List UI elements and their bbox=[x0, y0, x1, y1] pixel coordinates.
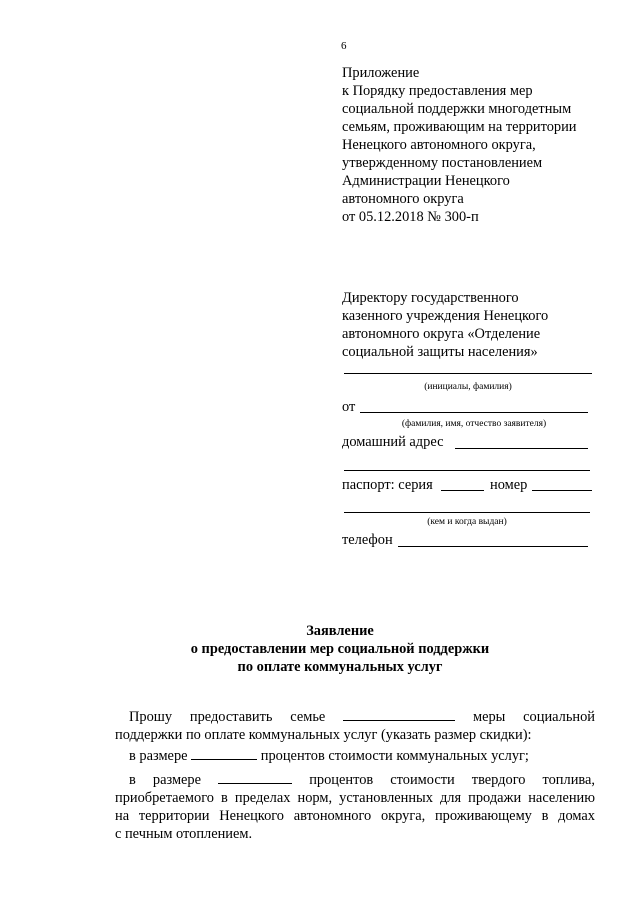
paragraph-2 bbox=[129, 747, 595, 765]
p2-start: в размере bbox=[129, 748, 188, 764]
addressee-line: Директору государственного bbox=[342, 290, 519, 306]
title-line: о предоставлении мер социальной поддержки bbox=[190, 641, 490, 657]
appendix-line: семьям, проживающим на территории bbox=[342, 119, 577, 135]
passport-number-label: номер bbox=[490, 477, 528, 493]
appendix-line: утвержденному постановлением bbox=[342, 155, 543, 171]
from-label: от bbox=[342, 399, 356, 415]
address-field-2[interactable] bbox=[344, 470, 590, 471]
addressee-block bbox=[342, 289, 612, 361]
appendix-line: Администрации Ненецкого bbox=[342, 173, 510, 189]
initials-field[interactable] bbox=[344, 373, 592, 374]
paragraph-1 bbox=[115, 708, 595, 744]
addressee-line: автономного округа «Отделение bbox=[342, 326, 541, 342]
appendix-line: к Порядку предоставления мер bbox=[342, 83, 533, 99]
phone-field[interactable] bbox=[398, 546, 588, 547]
p3-line4: с печным отоплением. bbox=[115, 826, 253, 842]
addressee-line: социальной защиты населения» bbox=[342, 344, 538, 360]
title-line: Заявление bbox=[306, 623, 374, 639]
passport-series-field[interactable] bbox=[441, 490, 484, 491]
page-number: 6 bbox=[341, 40, 347, 52]
passport-series-label: паспорт: серия bbox=[342, 477, 433, 493]
passport-number-field[interactable] bbox=[532, 490, 592, 491]
p1-start: Прошу предоставить семье bbox=[129, 709, 326, 725]
p3-end: процентов стоимости твердого топлива, bbox=[309, 772, 595, 788]
appendix-line: автономного округа bbox=[342, 191, 464, 207]
p3-line2: приобретаемого в пределах норм, установленных для продажи населению bbox=[115, 790, 595, 806]
appendix-line: Ненецкого автономного округа, bbox=[342, 137, 536, 153]
issued-caption: (кем и когда выдан) bbox=[427, 517, 507, 527]
phone-label: телефон bbox=[342, 532, 393, 548]
address-label: домашний адрес bbox=[342, 434, 444, 450]
p3-start: в размере bbox=[129, 772, 202, 788]
title-line: по оплате коммунальных услуг bbox=[237, 659, 443, 675]
appendix-line: социальной поддержки многодетным bbox=[342, 101, 572, 117]
fio-caption: (фамилия, имя, отчество заявителя) bbox=[401, 419, 547, 429]
p3-line3: на территории Ненецкого автономного округа, проживающему в домах bbox=[115, 808, 595, 824]
appendix-line: Приложение bbox=[342, 65, 420, 81]
p1-end: меры социальной bbox=[472, 709, 595, 725]
address-field[interactable] bbox=[455, 448, 588, 449]
initials-caption: (инициалы, фамилия) bbox=[424, 382, 512, 392]
p1-line2: поддержки по оплате коммунальных услуг (указать размер скидки): bbox=[115, 727, 532, 743]
appendix-header bbox=[342, 64, 612, 226]
addressee-line: казенного учреждения Ненецкого bbox=[342, 308, 549, 324]
fuel-percent-field[interactable] bbox=[218, 771, 292, 784]
appendix-line: от 05.12.2018 № 300-п bbox=[342, 209, 479, 225]
p2-end: процентов стоимости коммунальных услуг; bbox=[260, 748, 529, 764]
passport-issued-field[interactable] bbox=[344, 512, 590, 513]
utilities-percent-field[interactable] bbox=[191, 747, 257, 760]
document-title bbox=[150, 622, 530, 676]
family-field[interactable] bbox=[343, 708, 455, 721]
paragraph-3 bbox=[115, 771, 595, 843]
fio-field[interactable] bbox=[360, 412, 588, 413]
